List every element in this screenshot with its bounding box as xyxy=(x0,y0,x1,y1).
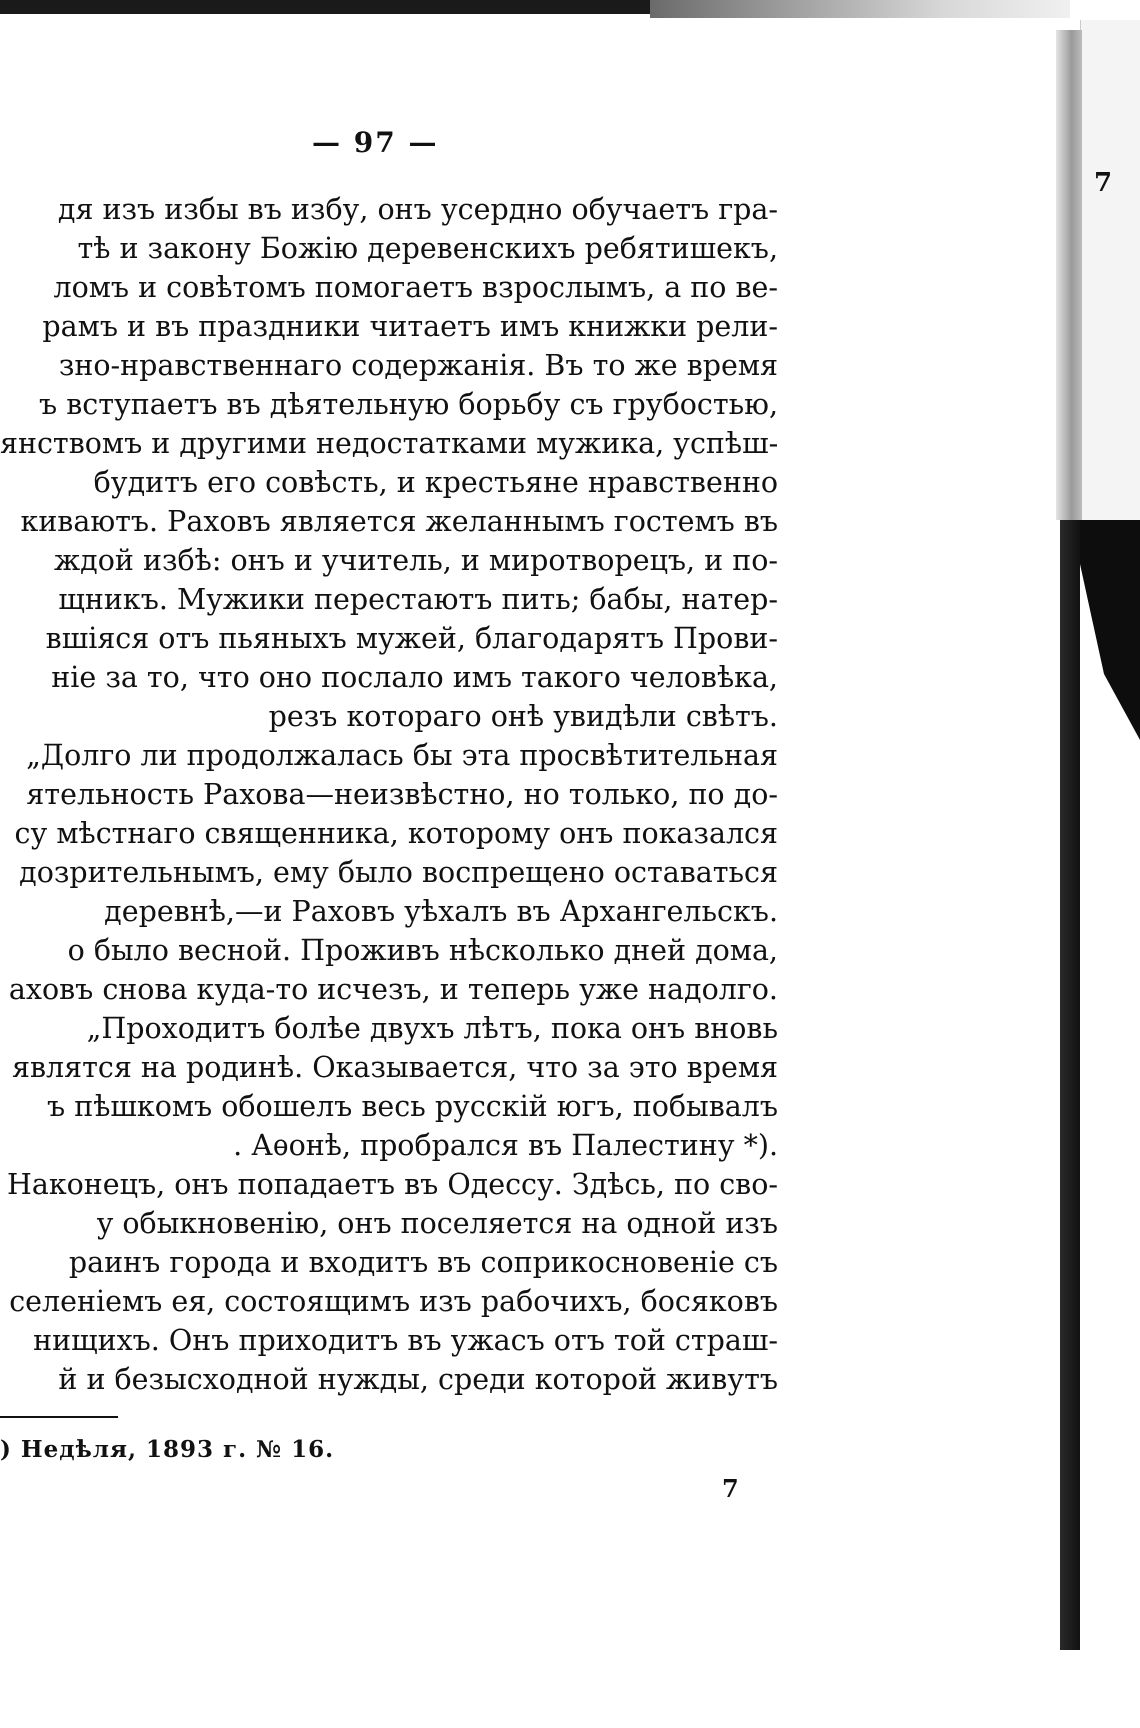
adjacent-page-mark: 7 xyxy=(1094,168,1113,198)
text-line: являтся на родинѣ. Оказывается, что за это время xyxy=(12,1051,778,1084)
text-line: . Аѳонѣ, пробрался въ Палестину *). xyxy=(233,1129,778,1162)
text-line: й и безысходной нужды, среди которой живутъ xyxy=(58,1363,778,1396)
text-line: дозрительнымъ, ему было воспрещено оставаться xyxy=(19,856,778,889)
text-line: селеніемъ ея, состоящимъ изъ рабочихъ, босяковъ xyxy=(9,1285,778,1318)
text-line: рамъ и въ праздники читаетъ имъ книжки рели- xyxy=(42,310,778,343)
text-line: Наконецъ, онъ попадаетъ въ Одессу. Здѣсь, по сво- xyxy=(6,1168,778,1201)
text-line: „Долго ли продолжалась бы эта просвѣтительная xyxy=(26,739,778,772)
body-text xyxy=(0,190,780,1400)
text-line: янствомъ и другими недостатками мужика, успѣш- xyxy=(0,427,779,460)
text-line: аховъ снова куда-то исчезъ, и теперь уже надолго. xyxy=(8,973,778,1006)
text-line: о было весной. Проживъ нѣсколько дней дома, xyxy=(67,934,778,967)
footnote: ) Недѣля, 1893 г. № 16. xyxy=(0,1436,335,1463)
text-line: нищихъ. Онъ приходитъ въ ужасъ отъ той страш- xyxy=(33,1324,778,1357)
text-line: ніе за то, что оно послало имъ такого человѣка, xyxy=(51,661,778,694)
text-line: ятельность Рахова—неизвѣстно, но только, по до- xyxy=(26,778,778,811)
footnote-rule xyxy=(0,1416,118,1418)
text-line: зно-нравственнаго содержанія. Въ то же время xyxy=(58,349,778,382)
text-line: вшіяся отъ пьяныхъ мужей, благодарятъ Прови- xyxy=(45,622,778,655)
text-line: су мѣстнаго священника, которому онъ показался xyxy=(14,817,778,850)
text-line: ъ вступаетъ въ дѣятельную борьбу съ грубостью, xyxy=(39,388,778,421)
signature-mark: 7 xyxy=(722,1474,739,1503)
scan-top-border-fade xyxy=(650,0,1070,18)
text-line: тѣ и закону Божію деревенскихъ ребятишекъ, xyxy=(77,232,778,265)
text-line: резъ котораго онѣ увидѣли свѣтъ. xyxy=(268,700,778,733)
text-line: щникъ. Мужики перестаютъ пить; бабы, натер- xyxy=(58,583,778,616)
text-line: киваютъ. Раховъ является желаннымъ гостемъ въ xyxy=(20,505,778,538)
scan-shadow-wedge xyxy=(1080,520,1140,740)
text-line: раинъ города и входитъ въ соприкосновеніе съ xyxy=(68,1246,778,1279)
book-gutter-edge-light xyxy=(1056,30,1082,520)
text-line: будитъ его совѣсть, и крестьяне нравственно xyxy=(93,466,778,499)
text-line: „Проходитъ болѣе двухъ лѣтъ, пока онъ вновь xyxy=(86,1012,778,1045)
text-line: у обыкновенію, онъ поселяется на одной изъ xyxy=(96,1207,778,1240)
text-line: ъ пѣшкомъ обошелъ весь русскій югъ, побывалъ xyxy=(47,1090,778,1123)
adjacent-page-strip xyxy=(1080,20,1140,520)
text-line: ломъ и совѣтомъ помогаетъ взрослымъ, а по ве- xyxy=(53,271,778,304)
text-line: деревнѣ,—и Раховъ уѣхалъ въ Архангельскъ. xyxy=(104,895,778,928)
page-number: — 97 — xyxy=(312,126,439,159)
scan-top-border xyxy=(0,0,650,14)
text-line: ждой избѣ: онъ и учитель, и миротворецъ, и по- xyxy=(53,544,778,577)
text-line: дя изъ избы въ избу, онъ усердно обучаетъ гра- xyxy=(57,193,778,226)
